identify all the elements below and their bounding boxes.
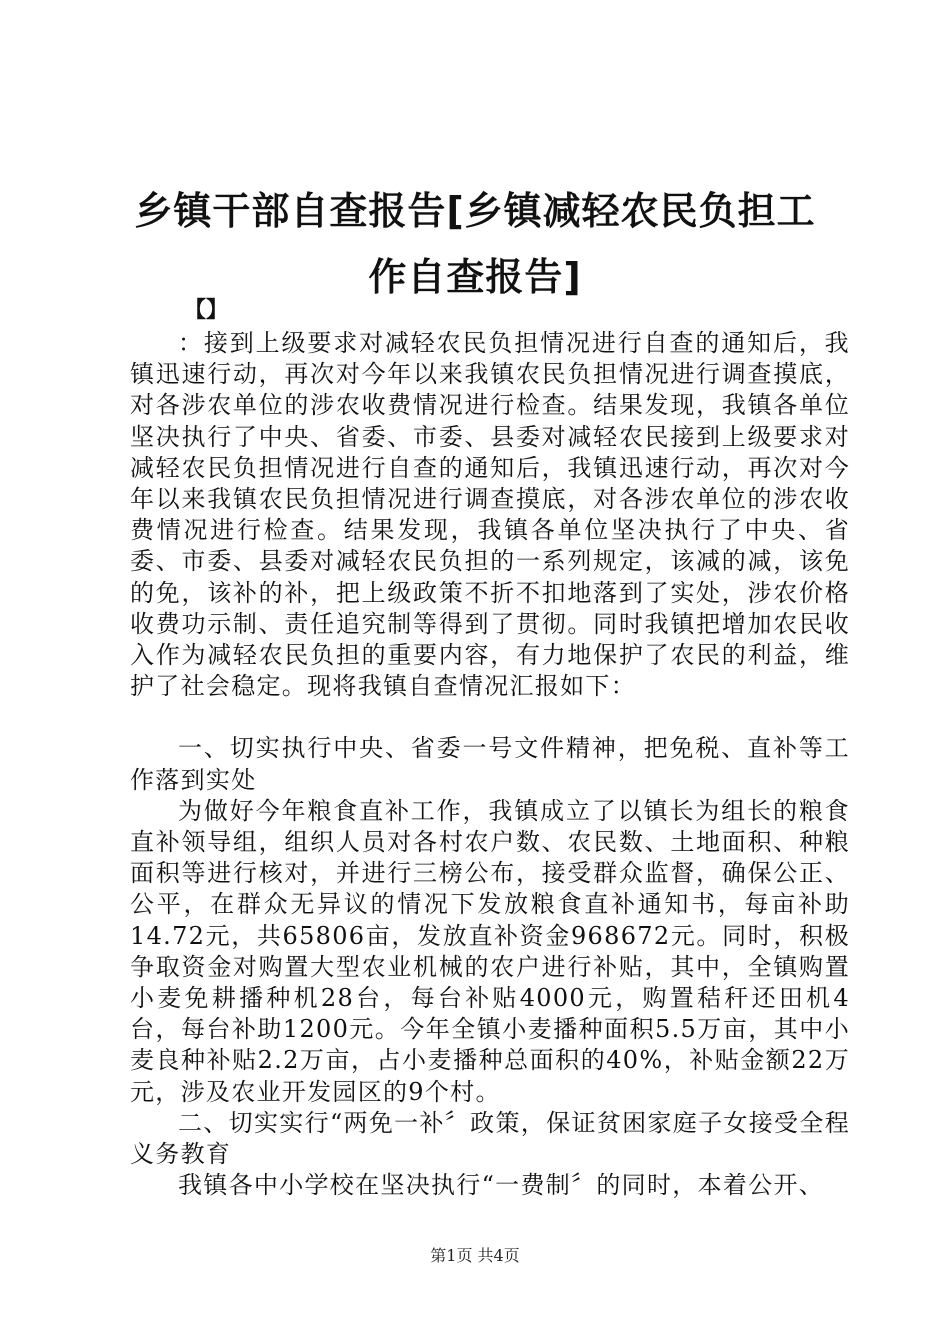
paragraph-section-1: 为做好今年粮食直补工作，我镇成立了以镇长为组长的粮食直补领导组，组织人员对各村农户数、农民数、土地面积、种粮面积等进行核对，并进行三榜公布，接受群众监督，确保公正、公平，在群众无异议的情况下发放粮食直补通知书，每亩补助14.72元，共65806亩，发放直补资金968672元。同时，积极争取资金对购置大型农业机械的农户进行补贴，其中，全镇购置小麦免耕播种机28台，每台补贴4000元，购置秸秆还田机4台，每台补助1200元。今年全镇小麦播种面积5.5万亩，其中小麦良种补贴2.2万亩，占小麦播种总面积的40%，补贴金额22万元，涉及农业开发园区的9个村。 [130, 796, 850, 1106]
paragraph-section-2: 我镇各中小学校在坚决执行“一费制〞的同时，本着公开、 [178, 1171, 825, 1200]
page-footer: 第1页 共4页 [430, 1246, 520, 1265]
bracket-label: 【】 [184, 298, 229, 323]
paragraph-intro: ：接到上级要求对减轻农民负担情况进行自查的通知后，我镇迅速行动，再次对今年以来我镇农民负担情况进行调查摸底，对各涉农单位的涉农收费情况进行检查。结果发现，我镇各单位坚决执行了中央、省委、市委、县委对减轻农民接到上级要求对减轻农民负担情况进行自查的通知后，我镇迅速行动，再次对今年以来我镇农民负担情况进行调查摸底，对各涉农单位的涉农收费情况进行检查。结果发现，我镇各单位坚决执行了中央、省委、市委、县委对减轻农民负担的一系列规定，该减的减，该免的免，该补的补，把上级政策不折不扣地落到了实处，涉农价格收费功示制、责任追究制等得到了贯彻。同时我镇把增加农民收入作为减轻农民负担的重要内容，有力地保护了农民的利益，维护了社会稳定。现将我镇自查情况汇报如下： [130, 329, 850, 701]
section-heading-1: 一、切实执行中央、省委一号文件精神，把免税、直补等工作落到实处 [130, 734, 850, 794]
document-title: 乡镇干部自查报告[乡镇减轻农民负担工作自查报告] [134, 189, 816, 299]
section-heading-2: 二、切实实行“两免一补〞政策，保证贫困家庭子女接受全程义务教育 [130, 1108, 850, 1169]
document-body [130, 328, 850, 1201]
